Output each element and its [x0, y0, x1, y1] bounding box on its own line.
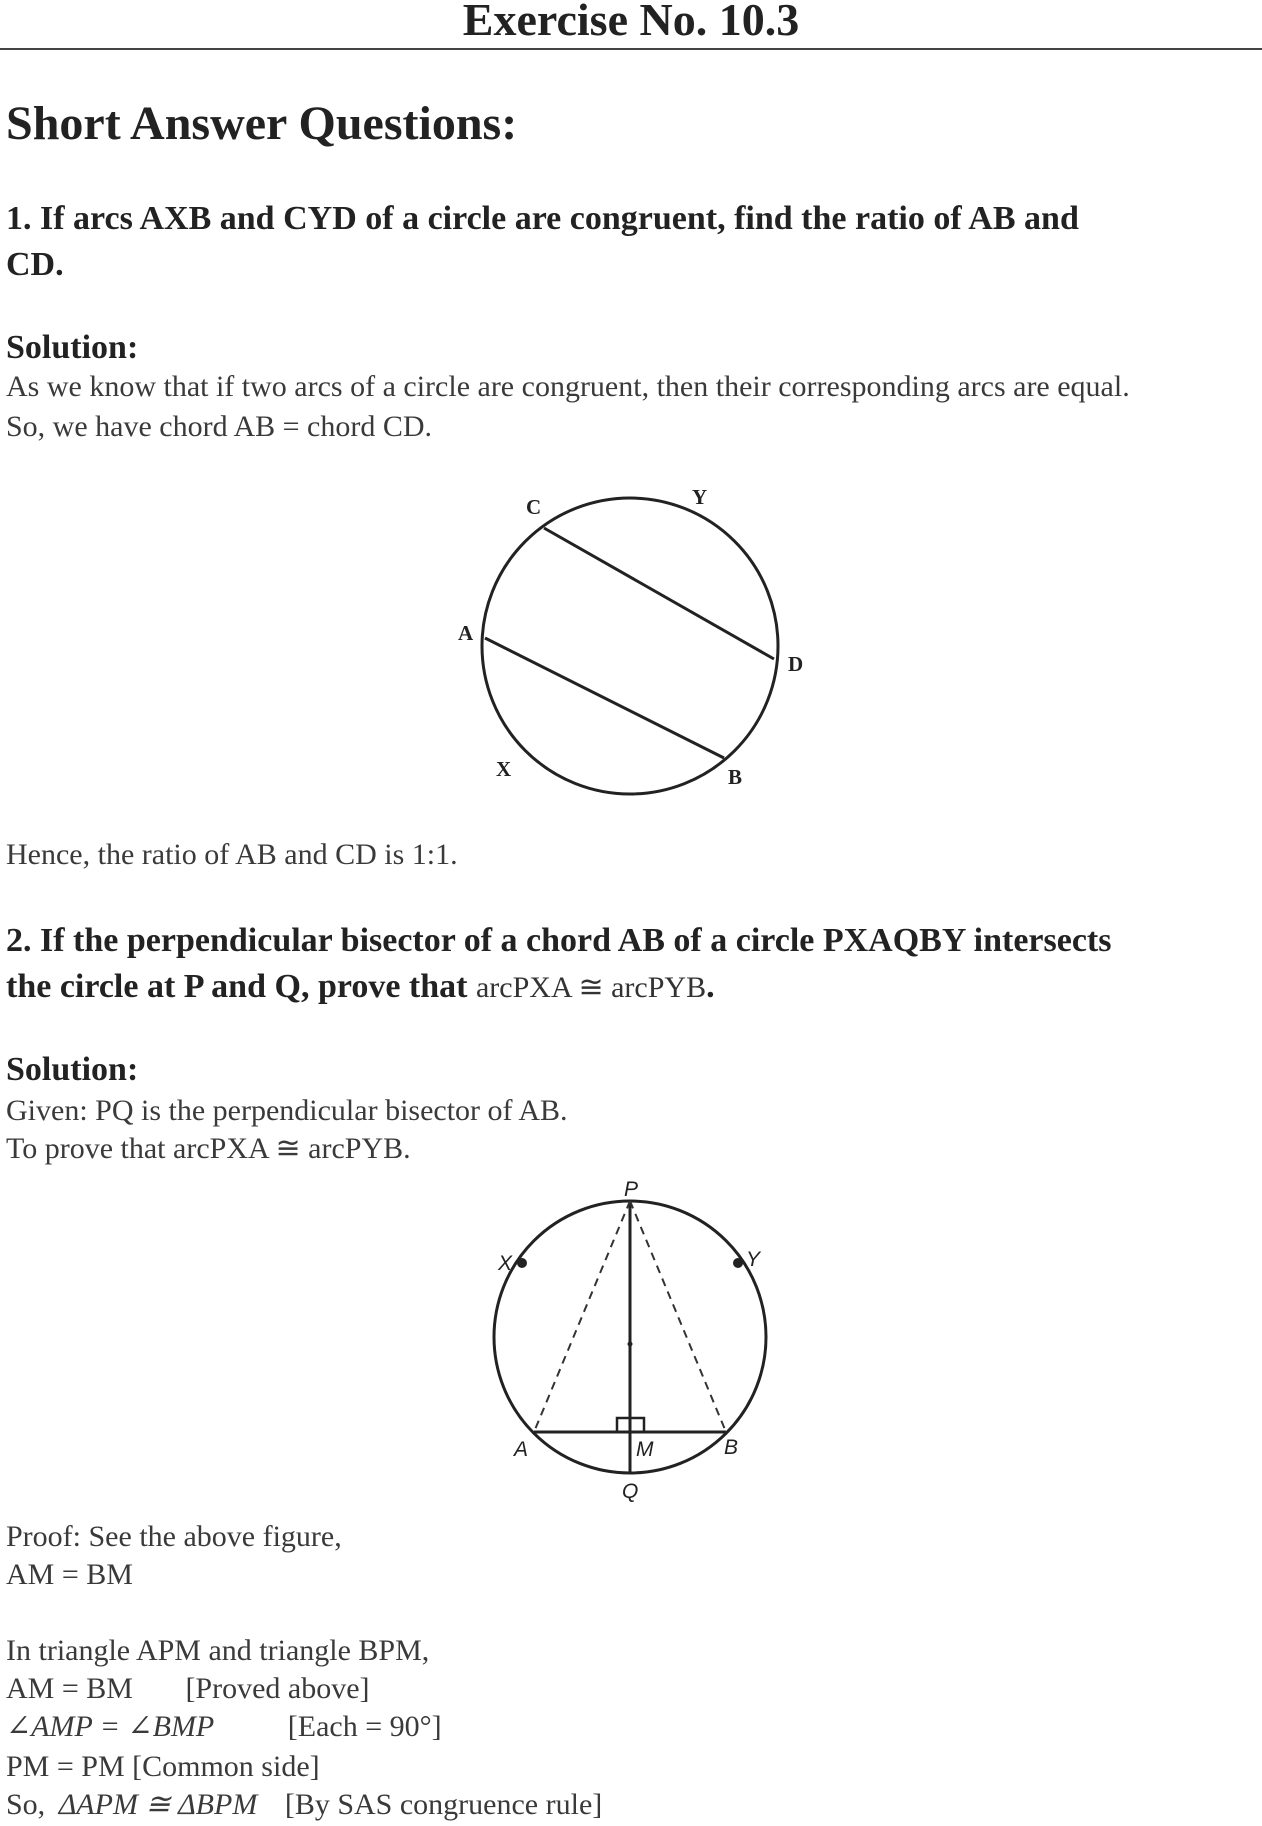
angle-reason: [Each = 90°] — [287, 1710, 442, 1743]
to-prove-math: arcPXA ≅ arcPYB — [173, 1132, 404, 1165]
label-b: B — [724, 1436, 739, 1459]
proof-common-side: PM = PM [Common side] — [6, 1750, 320, 1783]
label-p: P — [624, 1178, 639, 1201]
label-a: A — [514, 1438, 529, 1461]
label-y: Y — [746, 1248, 761, 1271]
solution-2-given: Given: PQ is the perpendicular bisector of AB. — [6, 1094, 568, 1127]
so-prefix: So, — [6, 1788, 46, 1821]
question-2 — [6, 918, 1258, 1011]
exercise-title: Exercise No. 10.3 — [462, 0, 800, 45]
triangle-congruence: ΔAPM ≅ ΔBPM — [58, 1788, 258, 1821]
solution-1-conclusion: Hence, the ratio of AB and CD is 1:1. — [6, 838, 458, 871]
proof-line-3: In triangle APM and triangle BPM, — [6, 1634, 430, 1667]
proof-line-4: AM = BM [Proved above] — [6, 1672, 370, 1705]
point-x — [517, 1258, 527, 1268]
solution-2-heading: Solution: — [6, 1051, 139, 1088]
page-header — [0, 0, 1262, 50]
section-heading: Short Answer Questions: — [6, 97, 518, 150]
question-1-line-2: CD. — [6, 246, 64, 283]
segment-pb — [630, 1201, 726, 1432]
circle-figure-1 — [440, 478, 820, 808]
circle-figure-2 — [470, 1176, 790, 1512]
solution-1-heading: Solution: — [6, 329, 139, 366]
label-c: C — [526, 495, 542, 519]
to-prove-text: To prove that — [6, 1132, 166, 1165]
question-2-arc-statement: arcPXA ≅ arcPYB — [475, 971, 707, 1004]
label-b: B — [728, 765, 743, 789]
point-y — [733, 1258, 743, 1268]
label-d: D — [788, 652, 804, 676]
solution-1-line-1: As we know that if two arcs of a circle are congruent, then their corresponding arcs are equal. — [6, 370, 1130, 403]
question-2-line-2-text: the circle at P and Q, prove that — [6, 968, 468, 1005]
question-1-line-1: 1. If arcs AXB and CYD of a circle are congruent, find the ratio of AB and — [6, 200, 1079, 237]
segment-pa — [534, 1201, 630, 1432]
label-x: X — [496, 757, 512, 781]
label-m: M — [636, 1438, 654, 1461]
question-2-line-1: 2. If the perpendicular bisector of a chord AB of a circle PXAQBY intersects — [6, 922, 1112, 959]
proof-angle-line — [6, 1708, 442, 1746]
proof-line-2: AM = BM — [6, 1558, 133, 1591]
question-1 — [6, 196, 1258, 288]
to-prove-period: . — [403, 1132, 411, 1165]
congruence-reason: [By SAS congruence rule] — [284, 1788, 603, 1821]
question-2-line-2 — [6, 964, 1258, 1011]
question-2-period: . — [706, 968, 715, 1005]
solution-1-line-2: So, we have chord AB = chord CD. — [6, 410, 433, 443]
center-point — [628, 1342, 633, 1347]
angle-equality: ∠AMP = ∠BMP — [6, 1710, 215, 1743]
label-x: X — [498, 1252, 513, 1275]
label-q: Q — [622, 1480, 639, 1503]
label-a: A — [458, 621, 474, 645]
solution-2-to-prove — [6, 1130, 411, 1168]
chord-ab — [485, 638, 724, 758]
label-y: Y — [692, 485, 708, 509]
proof-congruence-line — [6, 1786, 602, 1824]
circle-1 — [482, 498, 778, 794]
proof-line-1: Proof: See the above figure, — [6, 1520, 342, 1553]
